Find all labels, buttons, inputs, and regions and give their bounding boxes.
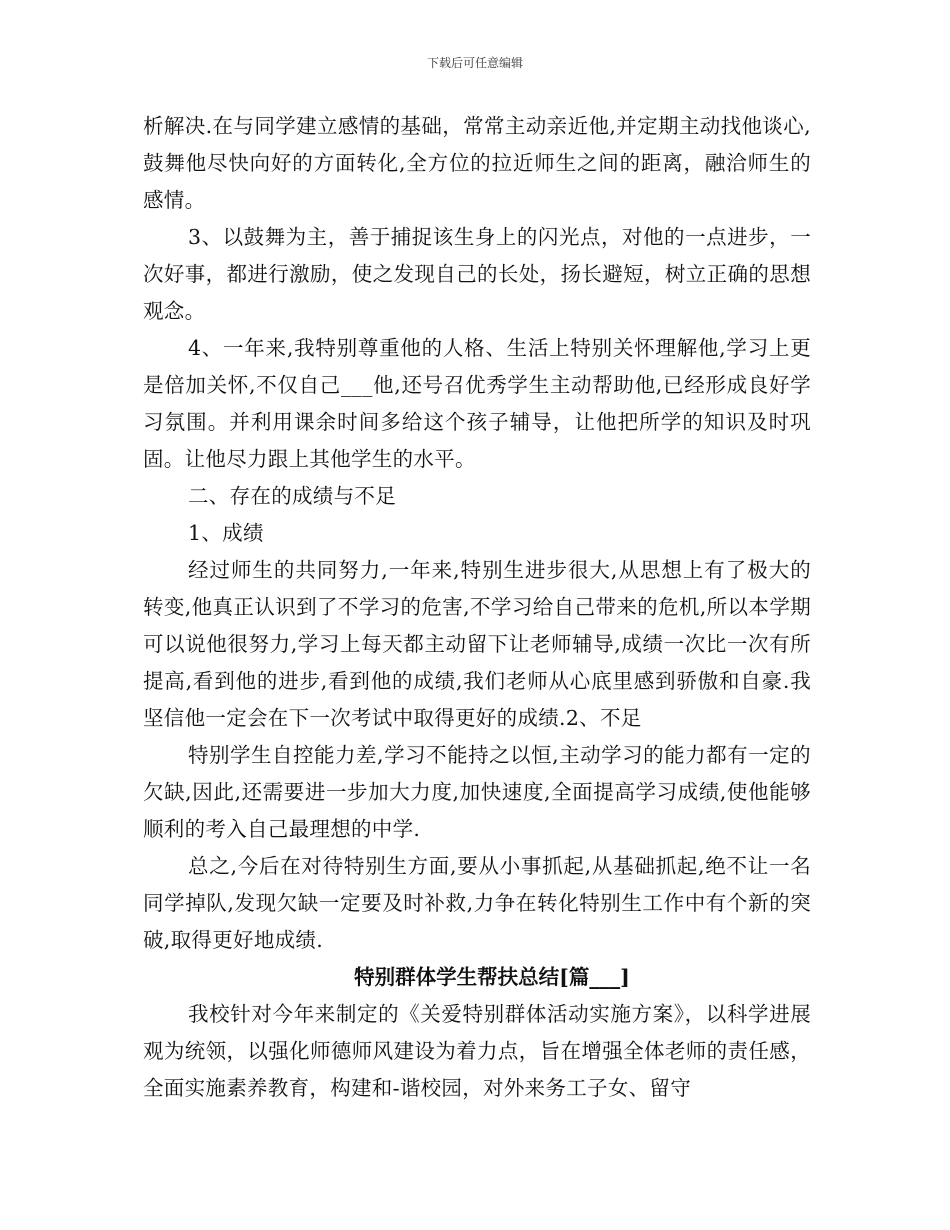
document-body: [143, 108, 811, 1107]
section-heading-results: 二、存在的成绩与不足: [188, 484, 396, 508]
paragraph-continued: 析解决.在与同学建立感情的基础，常常主动亲近他,并定期主动找他谈心,鼓舞他尽快向好的方面转化,全方位的拉近师生之间的距离，融洽师生的感情。: [143, 114, 811, 212]
paragraph-conclusion: 总之,今后在对待特别生方面,要从小事抓起,从基础抓起,绝不让一名同学掉队,发现欠缺一定要及时补救,力争在转化特别生工作中有个新的突破,取得更好地成绩.: [143, 854, 811, 952]
paragraph-shortcomings: 特别学生自控能力差,学习不能持之以恒,主动学习的能力都有一定的欠缺,因此,还需要进一步加大力度,加快速度,全面提高学习成绩,使他能够顺利的考入自己最理想的中学.: [143, 743, 811, 841]
paragraph-final: 我校针对今年来制定的《关爱特别群体活动实施方案》，以科学进展观为统领，以强化师德师风建设为着力点，旨在增强全体老师的责任感，全面实施素养教育，构建和-谐校园，对外来务工子女、留守: [143, 1002, 811, 1100]
paragraph-achievements: 经过师生的共同努力,一年来,特别生进步很大,从思想上有了极大的转变,他真正认识到了不学习的危害,不学习给自己带来的危机,所以本学期可以说他很努力,学习上每天都主动留下让老师辅导,成绩一次比一次有所提高,看到他的进步,看到他的成绩,我们老师从心底里感到骄傲和自豪.我坚信他一定会在下一次考试中取得更好的成绩.2、不足: [143, 558, 811, 730]
section-title: 特别群体学生帮扶总结[篇___]: [354, 965, 630, 989]
paragraph-point-3: 3、以鼓舞为主，善于捕捉该生身上的闪光点，对他的一点进步，一次好事，都进行激励，使之发现自己的长处，扬长避短，树立正确的思想观念。: [143, 225, 811, 323]
paragraph-point-4: 4、一年来,我特别尊重他的人格、生活上特别关怀理解他,学习上更是倍加关怀,不仅自己___他,还号召优秀学生主动帮助他,已经形成良好学习氛围。并利用课余时间多给这个孩子辅导，让他把所学的知识及时巩固。让他尽力跟上其他学生的水平。: [143, 336, 811, 471]
page-header-note: 下载后可任意编辑: [426, 56, 523, 70]
subheading-achievements: 1、成绩: [188, 521, 264, 545]
